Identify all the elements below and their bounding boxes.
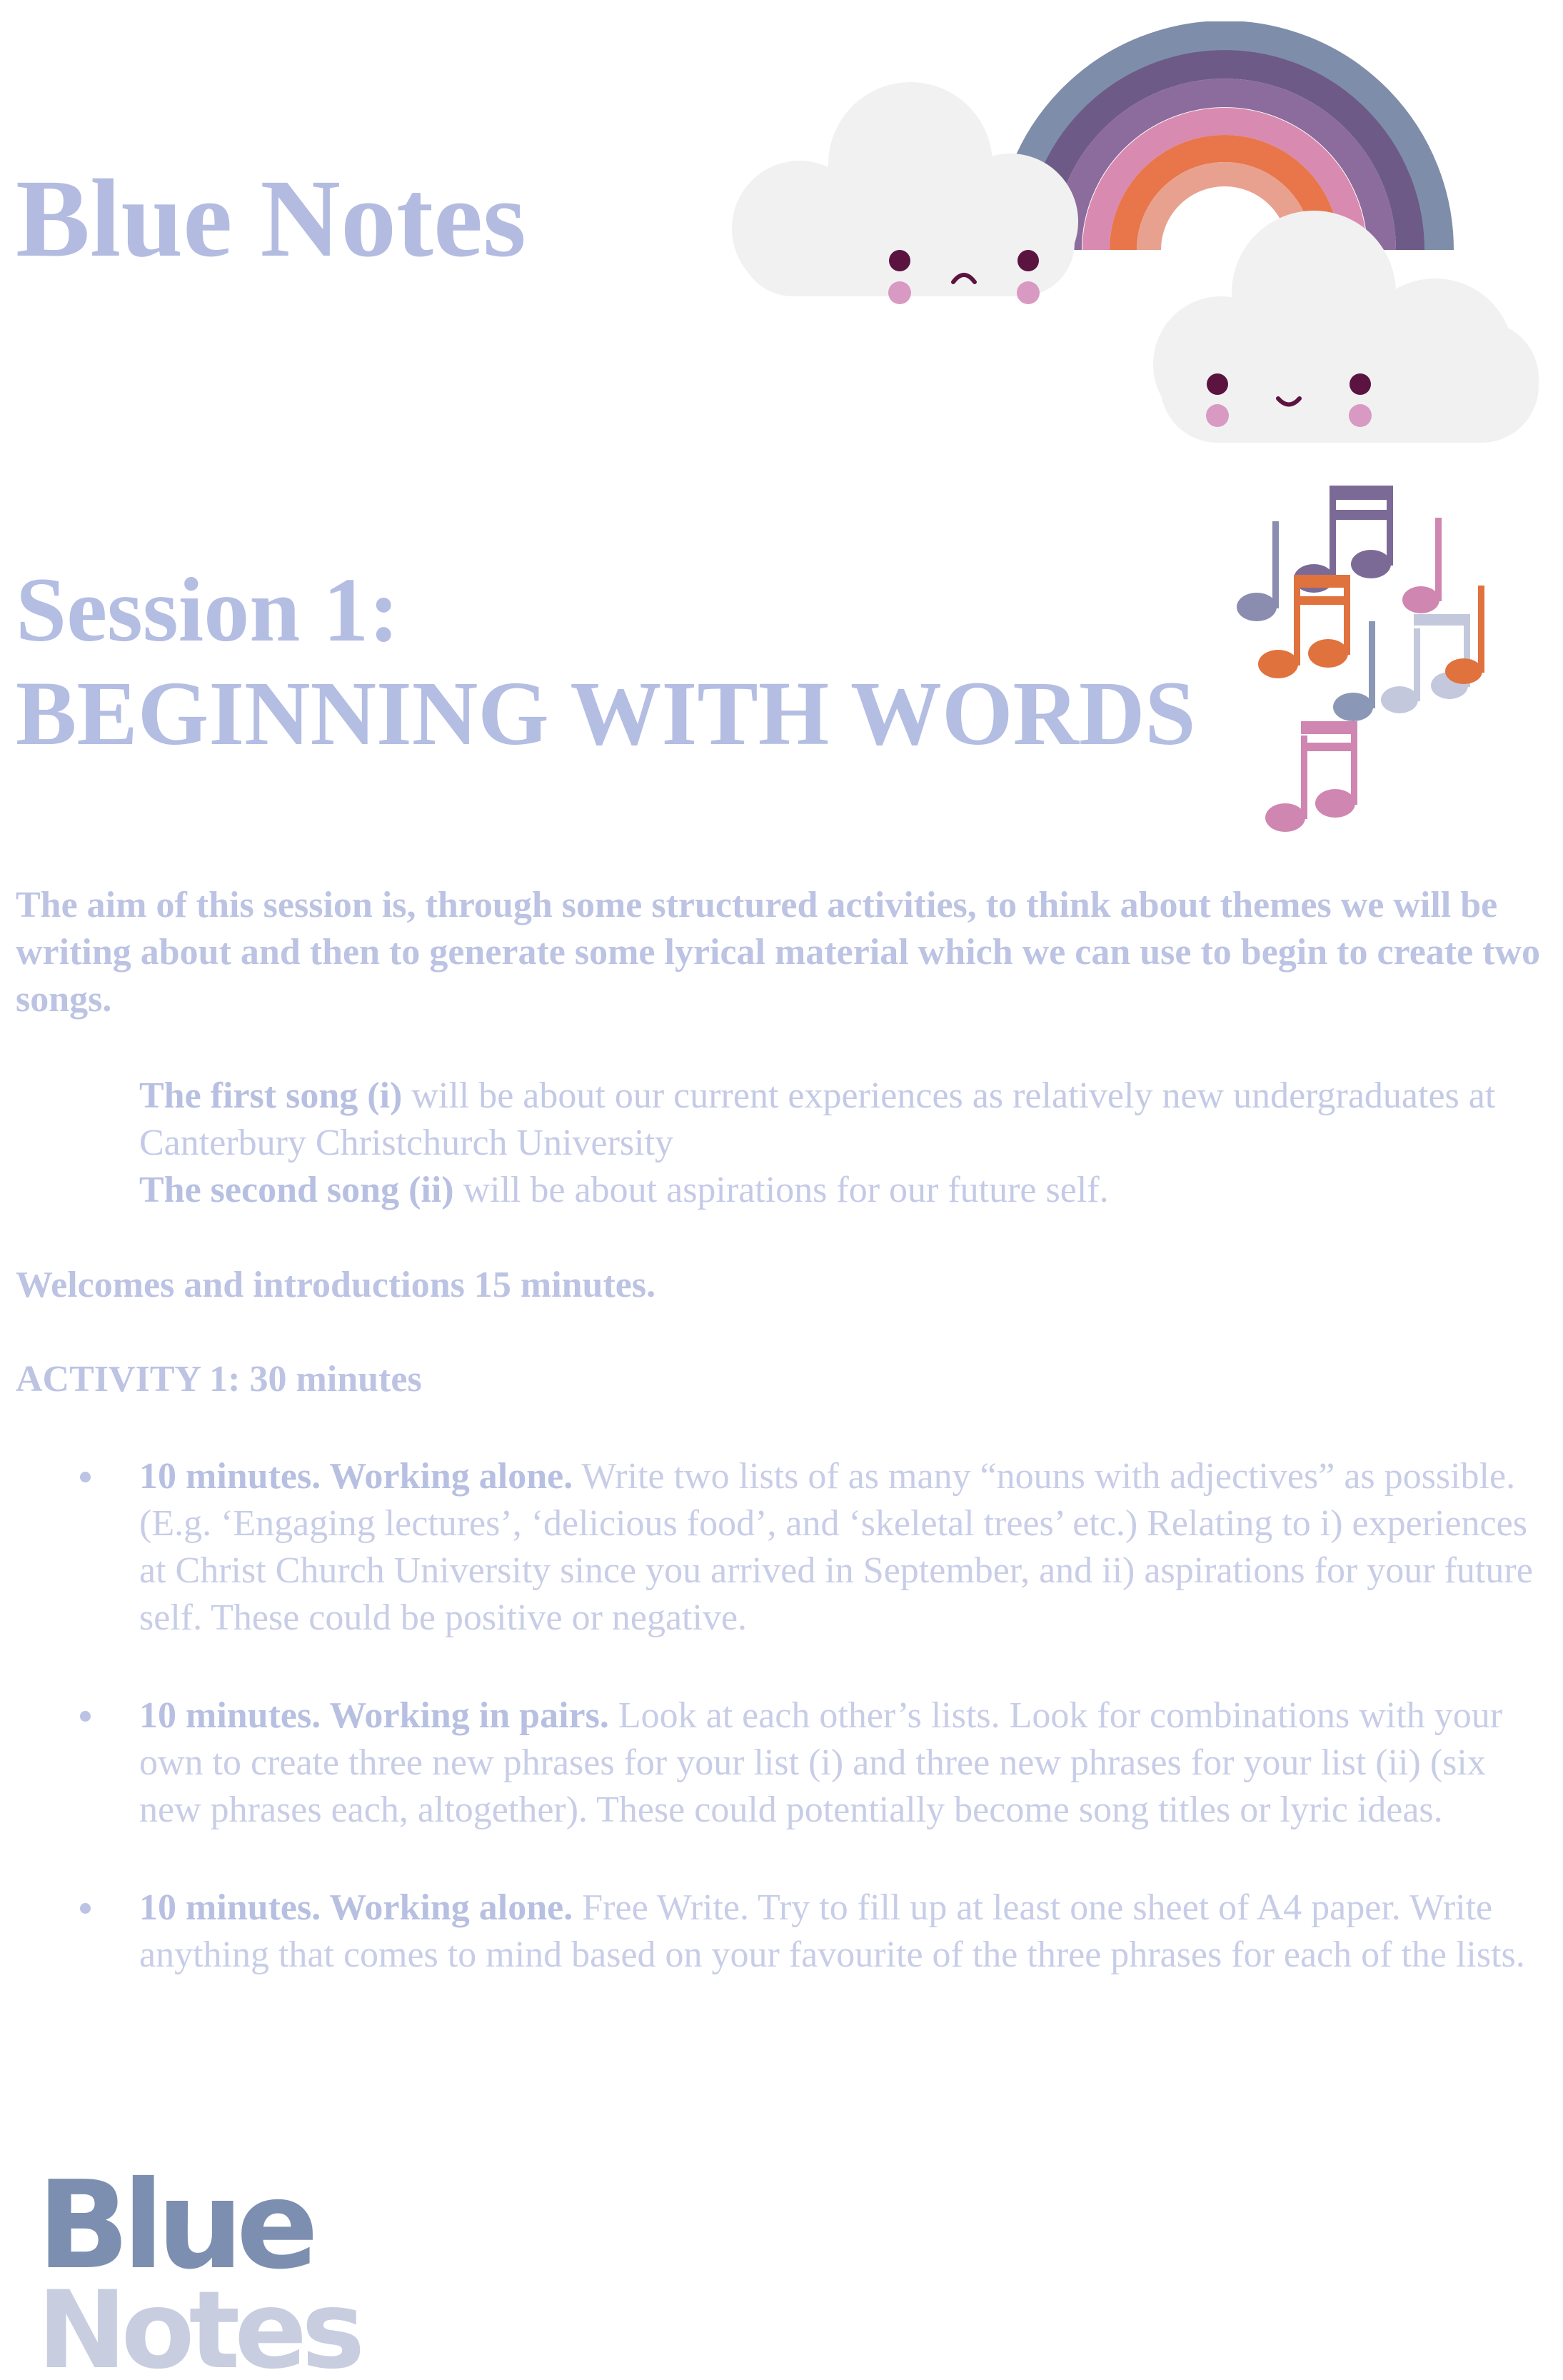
activity-list [0, 1453, 1563, 2029]
session-heading: BEGINNING WITH WORDS [16, 663, 1196, 764]
welcome-line: Welcomes and introductions 15 minutes. [16, 1265, 656, 1305]
music-notes-illustration [1228, 478, 1499, 850]
bullet-icon [80, 1472, 91, 1482]
logo-line1: Blue [37, 2156, 312, 2296]
session-label: Session 1: [16, 559, 399, 661]
page-title: Blue Notes [16, 156, 526, 280]
list-item: 10 minutes. Working alone. Free Write. Try to fill up at least one sheet of A4 paper. Write anything that comes to mind based on your favourite of the three phrases for each of the lists. [0, 1884, 1563, 1979]
rainbow-cloud-illustration [696, 21, 1560, 478]
song-first: The first song (i) will be about our current experiences as relatively new undergraduates at Canterbury Christchurch University [139, 1075, 1496, 1163]
intro-paragraph: The aim of this session is, through some structured activities, to think about themes we will be writing about and then to generate some lyrical material which we can use to begin to create two songs. [16, 885, 1541, 1020]
list-item: 10 minutes. Working in pairs. Look at each other’s lists. Look for combinations with your own to create three new phrases for your list (i) and three new phrases for your list (ii) (six new phrases each, altogether). These could potentially become song titles or lyric ideas. [0, 1692, 1563, 1834]
activity-heading: ACTIVITY 1: 30 minutes [16, 1359, 422, 1400]
list-item: 10 minutes. Working alone. Write two lists of as many “nouns with adjectives” as possible. (E.g. ‘Engaging lectures’, ‘delicious food’, and ‘skeletal trees’ etc.) Relating to i) experiences at Christ Church University since you arrived in September, and ii) aspirations for your future self. These could be positive or negative. [0, 1453, 1563, 1642]
songs-block [139, 1073, 1539, 1214]
logo-line2: Notes [37, 2269, 360, 2371]
bullet-icon [80, 1711, 91, 1722]
bullet-icon [80, 1903, 91, 1914]
song-second: The second song (ii) will be about aspirations for our future self. [139, 1170, 1109, 1210]
blue-notes-logo [37, 2156, 366, 2371]
